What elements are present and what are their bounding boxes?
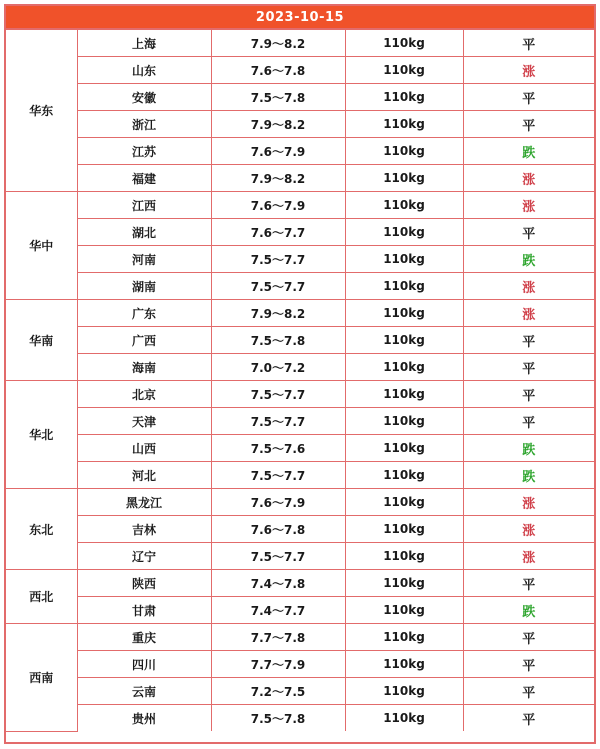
trend-cell: 涨 (463, 57, 594, 84)
weight-cell: 110kg (345, 651, 463, 678)
table-row (6, 111, 594, 138)
province-cell: 广西 (77, 327, 211, 354)
price-table-sheet (4, 4, 596, 744)
price-range-cell: 7.9～8.2 (211, 165, 345, 192)
region-cell: 华东 (6, 30, 77, 192)
province-cell: 甘肃 (77, 597, 211, 624)
province-cell: 黑龙江 (77, 489, 211, 516)
weight-cell: 110kg (345, 354, 463, 381)
table-row (6, 165, 594, 192)
price-range-cell: 7.6～7.8 (211, 57, 345, 84)
weight-cell: 110kg (345, 408, 463, 435)
trend-cell: 平 (463, 678, 594, 705)
weight-cell: 110kg (345, 111, 463, 138)
trend-cell: 平 (463, 219, 594, 246)
weight-cell: 110kg (345, 381, 463, 408)
province-cell: 河北 (77, 462, 211, 489)
province-cell: 四川 (77, 651, 211, 678)
province-cell: 天津 (77, 408, 211, 435)
province-cell: 安徽 (77, 84, 211, 111)
price-range-cell: 7.2～7.5 (211, 678, 345, 705)
trend-cell: 平 (463, 354, 594, 381)
table-row (6, 273, 594, 300)
trend-cell: 平 (463, 624, 594, 651)
weight-cell: 110kg (345, 489, 463, 516)
region-cell: 西北 (6, 570, 77, 624)
price-range-cell: 7.0～7.2 (211, 354, 345, 381)
trend-cell: 跌 (463, 435, 594, 462)
weight-cell: 110kg (345, 624, 463, 651)
price-range-cell: 7.6～7.9 (211, 489, 345, 516)
weight-cell: 110kg (345, 543, 463, 570)
table-row (6, 570, 594, 597)
table-row (6, 381, 594, 408)
province-cell: 贵州 (77, 705, 211, 732)
region-cell: 东北 (6, 489, 77, 570)
trend-cell: 平 (463, 30, 594, 57)
price-range-cell: 7.5～7.7 (211, 543, 345, 570)
table-title-date: 2023-10-15 (6, 6, 594, 30)
weight-cell: 110kg (345, 597, 463, 624)
price-table (6, 30, 594, 732)
table-row (6, 435, 594, 462)
trend-cell: 涨 (463, 489, 594, 516)
weight-cell: 110kg (345, 192, 463, 219)
table-row (6, 624, 594, 651)
trend-cell: 涨 (463, 165, 594, 192)
province-cell: 福建 (77, 165, 211, 192)
province-cell: 云南 (77, 678, 211, 705)
trend-cell: 平 (463, 408, 594, 435)
province-cell: 湖南 (77, 273, 211, 300)
price-range-cell: 7.5～7.7 (211, 408, 345, 435)
province-cell: 湖北 (77, 219, 211, 246)
price-range-cell: 7.6～7.9 (211, 138, 345, 165)
region-cell: 西南 (6, 624, 77, 732)
trend-cell: 跌 (463, 597, 594, 624)
region-cell: 华南 (6, 300, 77, 381)
region-cell: 华北 (6, 381, 77, 489)
table-row (6, 192, 594, 219)
weight-cell: 110kg (345, 435, 463, 462)
weight-cell: 110kg (345, 273, 463, 300)
trend-cell: 跌 (463, 138, 594, 165)
weight-cell: 110kg (345, 678, 463, 705)
table-row (6, 489, 594, 516)
price-range-cell: 7.4～7.7 (211, 597, 345, 624)
province-cell: 江苏 (77, 138, 211, 165)
table-row (6, 354, 594, 381)
price-table-body (6, 30, 594, 731)
province-cell: 重庆 (77, 624, 211, 651)
price-range-cell: 7.5～7.8 (211, 327, 345, 354)
province-cell: 海南 (77, 354, 211, 381)
province-cell: 北京 (77, 381, 211, 408)
trend-cell: 平 (463, 651, 594, 678)
table-row (6, 246, 594, 273)
price-range-cell: 7.6～7.7 (211, 219, 345, 246)
province-cell: 吉林 (77, 516, 211, 543)
weight-cell: 110kg (345, 300, 463, 327)
province-cell: 山东 (77, 57, 211, 84)
table-row (6, 705, 594, 732)
province-cell: 河南 (77, 246, 211, 273)
weight-cell: 110kg (345, 516, 463, 543)
trend-cell: 平 (463, 705, 594, 732)
table-row (6, 516, 594, 543)
price-range-cell: 7.5～7.8 (211, 84, 345, 111)
weight-cell: 110kg (345, 705, 463, 732)
weight-cell: 110kg (345, 462, 463, 489)
price-range-cell: 7.5～7.7 (211, 462, 345, 489)
province-cell: 山西 (77, 435, 211, 462)
table-row (6, 138, 594, 165)
trend-cell: 涨 (463, 516, 594, 543)
price-range-cell: 7.9～8.2 (211, 30, 345, 57)
weight-cell: 110kg (345, 57, 463, 84)
weight-cell: 110kg (345, 327, 463, 354)
price-range-cell: 7.4～7.8 (211, 570, 345, 597)
price-range-cell: 7.7～7.9 (211, 651, 345, 678)
price-range-cell: 7.7～7.8 (211, 624, 345, 651)
table-row (6, 219, 594, 246)
table-row (6, 543, 594, 570)
trend-cell: 平 (463, 381, 594, 408)
price-range-cell: 7.9～8.2 (211, 111, 345, 138)
table-row (6, 597, 594, 624)
province-cell: 上海 (77, 30, 211, 57)
table-row (6, 300, 594, 327)
price-range-cell: 7.9～8.2 (211, 300, 345, 327)
trend-cell: 跌 (463, 462, 594, 489)
trend-cell: 平 (463, 570, 594, 597)
table-row (6, 57, 594, 84)
region-cell: 华中 (6, 192, 77, 300)
trend-cell: 涨 (463, 300, 594, 327)
trend-cell: 涨 (463, 543, 594, 570)
price-range-cell: 7.6～7.9 (211, 192, 345, 219)
price-range-cell: 7.5～7.8 (211, 705, 345, 732)
price-range-cell: 7.6～7.8 (211, 516, 345, 543)
table-row (6, 84, 594, 111)
trend-cell: 平 (463, 111, 594, 138)
weight-cell: 110kg (345, 84, 463, 111)
weight-cell: 110kg (345, 165, 463, 192)
province-cell: 浙江 (77, 111, 211, 138)
province-cell: 辽宁 (77, 543, 211, 570)
weight-cell: 110kg (345, 570, 463, 597)
trend-cell: 涨 (463, 192, 594, 219)
province-cell: 广东 (77, 300, 211, 327)
trend-cell: 跌 (463, 246, 594, 273)
table-row (6, 408, 594, 435)
table-row (6, 678, 594, 705)
price-range-cell: 7.5～7.7 (211, 273, 345, 300)
weight-cell: 110kg (345, 246, 463, 273)
trend-cell: 平 (463, 84, 594, 111)
table-row (6, 327, 594, 354)
trend-cell: 平 (463, 327, 594, 354)
weight-cell: 110kg (345, 219, 463, 246)
province-cell: 陕西 (77, 570, 211, 597)
table-row (6, 30, 594, 57)
trend-cell: 涨 (463, 273, 594, 300)
table-row (6, 462, 594, 489)
table-row (6, 651, 594, 678)
weight-cell: 110kg (345, 138, 463, 165)
price-range-cell: 7.5～7.7 (211, 381, 345, 408)
price-range-cell: 7.5～7.7 (211, 246, 345, 273)
province-cell: 江西 (77, 192, 211, 219)
weight-cell: 110kg (345, 30, 463, 57)
price-range-cell: 7.5～7.6 (211, 435, 345, 462)
